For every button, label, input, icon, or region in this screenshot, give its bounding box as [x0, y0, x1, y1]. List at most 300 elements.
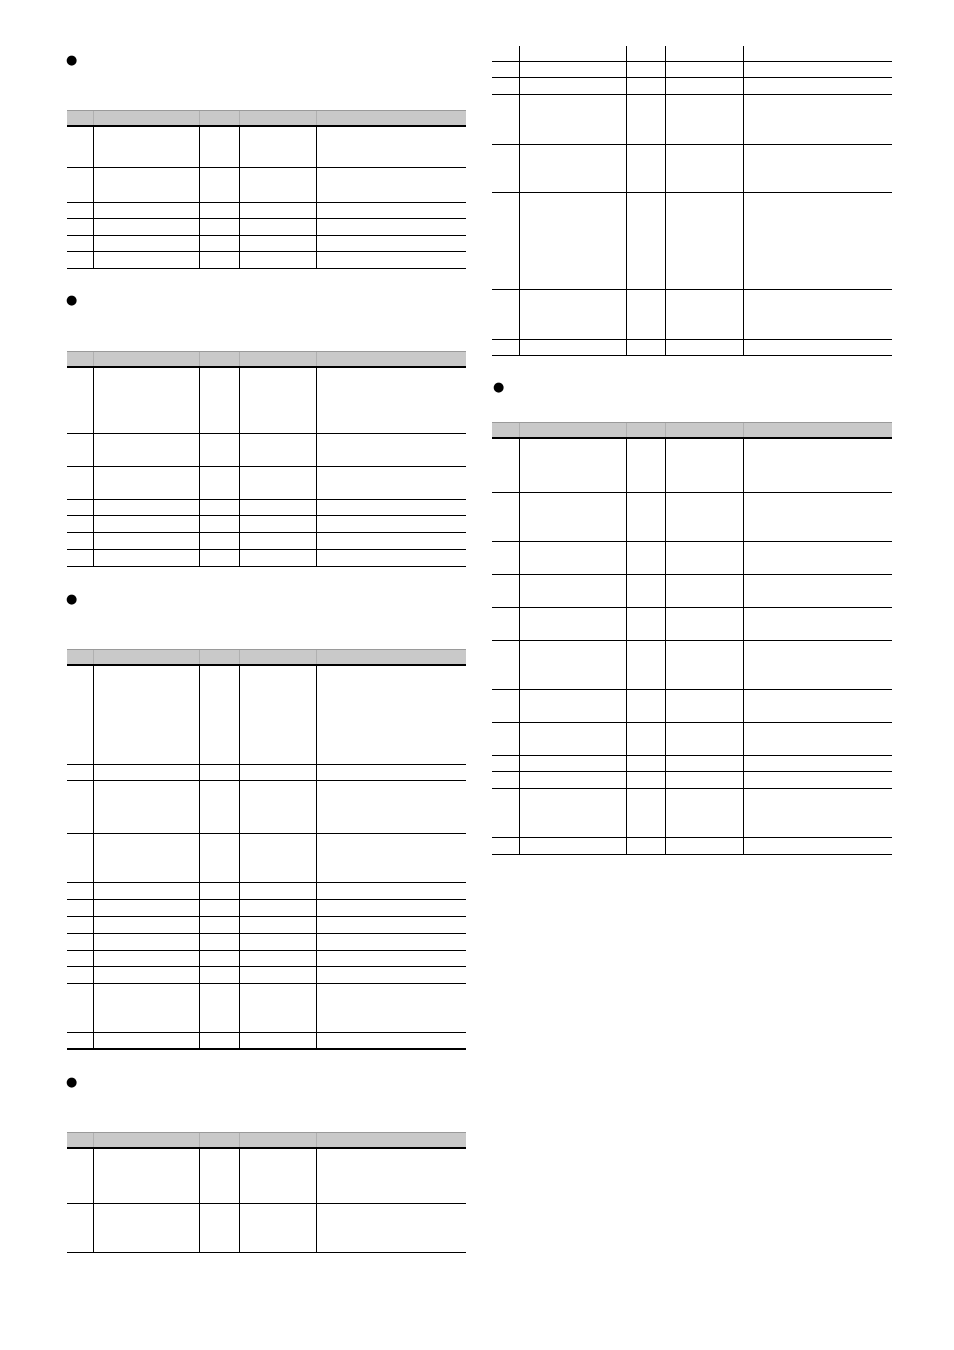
table-cell	[492, 789, 519, 837]
table-cell	[67, 934, 93, 950]
table-cell	[665, 95, 743, 144]
table-row	[67, 500, 466, 516]
table-cell	[519, 542, 626, 574]
table-cell	[199, 168, 239, 202]
table-cell	[93, 934, 199, 950]
table-cell	[199, 781, 239, 833]
table-cell	[239, 1149, 316, 1203]
table-cell	[93, 467, 199, 499]
table-cell	[519, 756, 626, 771]
table-cell	[743, 575, 892, 607]
table-cell	[743, 145, 892, 192]
table-cell	[316, 236, 466, 251]
table-row	[67, 1149, 466, 1204]
table-cell	[316, 219, 466, 235]
table-row	[492, 290, 892, 340]
table-cell	[519, 641, 626, 689]
table-row	[492, 641, 892, 690]
table-cell	[665, 78, 743, 94]
table-cell	[743, 493, 892, 541]
data-table	[67, 351, 466, 567]
table-cell	[93, 127, 199, 167]
table-row	[492, 723, 892, 756]
table-cell	[239, 434, 316, 466]
table-cell	[199, 765, 239, 780]
table-cell	[239, 550, 316, 566]
table-cell	[93, 666, 199, 764]
table-row	[67, 1204, 466, 1253]
table-cell	[67, 883, 93, 899]
table-cell	[316, 765, 466, 780]
table-cell	[316, 883, 466, 899]
table-cell	[239, 951, 316, 966]
table-header-cell	[199, 1133, 239, 1147]
table-cell	[199, 236, 239, 251]
table-cell	[743, 838, 892, 854]
table-row	[67, 236, 466, 252]
table-header-cell	[492, 423, 519, 437]
table-cell	[239, 500, 316, 515]
table-cell	[67, 984, 93, 1032]
table-header-cell	[199, 352, 239, 366]
table-cell	[665, 641, 743, 689]
table-cell	[67, 917, 93, 933]
table-header-cell	[239, 1133, 316, 1147]
table-row	[492, 838, 892, 855]
table-cell	[626, 62, 665, 77]
table-cell	[626, 789, 665, 837]
table-cell	[199, 666, 239, 764]
table-cell	[67, 550, 93, 566]
table-cell	[519, 493, 626, 541]
table-cell	[239, 917, 316, 933]
table-cell	[67, 765, 93, 780]
table-cell	[626, 95, 665, 144]
table-cell	[492, 838, 519, 854]
table-cell	[492, 756, 519, 771]
table-cell	[743, 62, 892, 77]
table-cell	[665, 772, 743, 788]
table-cell	[93, 1149, 199, 1203]
table-cell	[67, 219, 93, 235]
table-row	[492, 62, 892, 78]
section-bullet: ●	[66, 293, 78, 308]
table-row	[492, 756, 892, 772]
table-header-cell	[743, 423, 892, 437]
table-cell	[665, 838, 743, 854]
table-cell	[519, 439, 626, 492]
table-row	[492, 789, 892, 838]
table-cell	[93, 984, 199, 1032]
table-cell	[316, 1033, 466, 1048]
table-row	[67, 467, 466, 500]
table-cell	[626, 723, 665, 755]
table-cell	[626, 542, 665, 574]
table-cell	[626, 641, 665, 689]
table-cell	[743, 78, 892, 94]
table-row	[67, 666, 466, 765]
table-cell	[519, 789, 626, 837]
table-cell	[67, 1204, 93, 1252]
table-cell	[492, 542, 519, 574]
table-cell	[492, 78, 519, 94]
table-cell	[316, 917, 466, 933]
table-header-row	[67, 649, 466, 666]
table-cell	[316, 951, 466, 966]
table-cell	[316, 500, 466, 515]
table-cell	[743, 290, 892, 339]
table-cell	[519, 723, 626, 755]
table-cell	[492, 340, 519, 355]
table-cell	[239, 984, 316, 1032]
table-cell	[93, 168, 199, 202]
table-cell	[626, 439, 665, 492]
table-cell	[67, 236, 93, 251]
table-cell	[316, 900, 466, 916]
table-row	[492, 493, 892, 542]
table-cell	[199, 516, 239, 532]
table-cell	[743, 723, 892, 755]
table-cell	[239, 236, 316, 251]
table-cell	[67, 1033, 93, 1048]
section-bullet: ●	[493, 380, 505, 395]
table-cell	[626, 838, 665, 854]
table-cell	[239, 781, 316, 833]
table-row	[67, 434, 466, 467]
table-header-cell	[67, 1133, 93, 1147]
table-cell	[93, 236, 199, 251]
data-table	[492, 46, 892, 356]
table-row	[492, 340, 892, 356]
table-header-cell	[199, 111, 239, 125]
table-header-cell	[316, 650, 466, 664]
table-cell	[743, 193, 892, 289]
table-row	[67, 252, 466, 269]
table-row	[492, 78, 892, 95]
table-cell	[67, 516, 93, 532]
table-cell	[665, 493, 743, 541]
table-cell	[316, 834, 466, 882]
table-cell	[665, 542, 743, 574]
table-cell	[519, 95, 626, 144]
table-cell	[665, 46, 743, 61]
table-cell	[665, 145, 743, 192]
section-bullet: ●	[66, 1075, 78, 1090]
table-cell	[67, 368, 93, 433]
table-cell	[492, 193, 519, 289]
table-cell	[199, 467, 239, 499]
table-header-cell	[93, 352, 199, 366]
table-cell	[239, 203, 316, 218]
table-cell	[519, 46, 626, 61]
table-cell	[743, 95, 892, 144]
table-header-cell	[67, 650, 93, 664]
table-cell	[239, 1033, 316, 1048]
table-cell	[199, 951, 239, 966]
table-cell	[316, 516, 466, 532]
table-cell	[239, 252, 316, 268]
table-cell	[67, 951, 93, 966]
table-cell	[665, 439, 743, 492]
table-cell	[199, 834, 239, 882]
section-bullet: ●	[66, 53, 78, 68]
table-cell	[239, 368, 316, 433]
table-row	[492, 772, 892, 789]
table-cell	[743, 340, 892, 355]
table-cell	[626, 290, 665, 339]
table-cell	[519, 62, 626, 77]
table-cell	[316, 967, 466, 983]
table-cell	[492, 772, 519, 788]
table-cell	[239, 127, 316, 167]
table-cell	[239, 883, 316, 899]
table-header-cell	[93, 650, 199, 664]
data-table	[67, 649, 466, 1050]
table-cell	[239, 934, 316, 950]
table-cell	[239, 219, 316, 235]
table-cell	[93, 434, 199, 466]
table-row	[67, 368, 466, 434]
table-row	[67, 934, 466, 951]
table-cell	[519, 575, 626, 607]
table-cell	[626, 145, 665, 192]
table-cell	[67, 252, 93, 268]
table-row	[67, 834, 466, 883]
table-cell	[492, 290, 519, 339]
data-table	[492, 422, 892, 855]
table-cell	[316, 127, 466, 167]
table-row	[492, 95, 892, 145]
table-cell	[93, 951, 199, 966]
table-cell	[199, 967, 239, 983]
table-cell	[626, 690, 665, 722]
table-cell	[316, 434, 466, 466]
table-header-cell	[199, 650, 239, 664]
table-cell	[626, 193, 665, 289]
table-cell	[626, 772, 665, 788]
table-cell	[519, 838, 626, 854]
table-cell	[93, 203, 199, 218]
table-cell	[239, 533, 316, 549]
table-cell	[67, 1149, 93, 1203]
table-cell	[316, 533, 466, 549]
table-row	[492, 193, 892, 290]
table-cell	[199, 900, 239, 916]
table-cell	[239, 168, 316, 202]
table-row	[492, 145, 892, 193]
table-cell	[67, 168, 93, 202]
table-cell	[316, 666, 466, 764]
table-cell	[665, 62, 743, 77]
table-cell	[199, 550, 239, 566]
table-cell	[519, 145, 626, 192]
table-cell	[492, 439, 519, 492]
table-cell	[626, 493, 665, 541]
table-cell	[67, 434, 93, 466]
table-cell	[316, 203, 466, 218]
table-row	[492, 690, 892, 723]
table-cell	[199, 203, 239, 218]
section-bullet: ●	[66, 592, 78, 607]
table-cell	[626, 575, 665, 607]
table-cell	[665, 756, 743, 771]
table-cell	[199, 883, 239, 899]
table-row	[492, 575, 892, 608]
table-cell	[239, 765, 316, 780]
table-cell	[67, 967, 93, 983]
table-cell	[93, 368, 199, 433]
table-cell	[67, 666, 93, 764]
table-cell	[67, 467, 93, 499]
table-cell	[492, 575, 519, 607]
table-cell	[492, 493, 519, 541]
table-cell	[199, 917, 239, 933]
table-cell	[239, 467, 316, 499]
table-cell	[316, 934, 466, 950]
table-row	[67, 917, 466, 934]
table-cell	[743, 641, 892, 689]
table-header-cell	[626, 423, 665, 437]
table-cell	[743, 789, 892, 837]
table-header-cell	[316, 352, 466, 366]
table-header-cell	[239, 111, 316, 125]
table-cell	[93, 781, 199, 833]
table-cell	[519, 690, 626, 722]
table-cell	[199, 533, 239, 549]
table-cell	[743, 542, 892, 574]
table-cell	[743, 46, 892, 61]
table-cell	[316, 252, 466, 268]
table-cell	[743, 439, 892, 492]
table-header-cell	[239, 650, 316, 664]
table-cell	[665, 690, 743, 722]
table-cell	[199, 368, 239, 433]
table-header-cell	[93, 111, 199, 125]
table-cell	[626, 340, 665, 355]
table-cell	[93, 252, 199, 268]
table-cell	[93, 1033, 199, 1048]
table-cell	[199, 1033, 239, 1048]
table-cell	[316, 1149, 466, 1203]
table-cell	[67, 127, 93, 167]
table-cell	[199, 1204, 239, 1252]
table-cell	[199, 434, 239, 466]
table-cell	[93, 883, 199, 899]
table-cell	[93, 834, 199, 882]
table-header-row	[67, 1132, 466, 1149]
table-cell	[665, 575, 743, 607]
table-cell	[93, 219, 199, 235]
table-row	[67, 1033, 466, 1050]
table-cell	[239, 834, 316, 882]
table-cell	[316, 550, 466, 566]
table-row	[67, 883, 466, 900]
table-cell	[93, 533, 199, 549]
table-row	[67, 533, 466, 550]
table-row	[67, 127, 466, 168]
table-cell	[626, 46, 665, 61]
table-cell	[519, 78, 626, 94]
table-cell	[93, 765, 199, 780]
table-cell	[93, 500, 199, 515]
table-cell	[519, 772, 626, 788]
table-cell	[665, 340, 743, 355]
table-header-cell	[665, 423, 743, 437]
table-row	[492, 46, 892, 62]
table-cell	[316, 781, 466, 833]
table-cell	[492, 608, 519, 640]
table-cell	[743, 756, 892, 771]
table-cell	[492, 95, 519, 144]
table-row	[67, 219, 466, 236]
table-row	[67, 967, 466, 984]
table-row	[67, 203, 466, 219]
table-cell	[743, 690, 892, 722]
table-cell	[199, 252, 239, 268]
table-cell	[239, 666, 316, 764]
table-cell	[316, 368, 466, 433]
table-cell	[492, 641, 519, 689]
table-row	[67, 168, 466, 203]
table-cell	[665, 193, 743, 289]
table-cell	[67, 500, 93, 515]
table-row	[67, 550, 466, 567]
table-row	[492, 542, 892, 575]
table-cell	[199, 500, 239, 515]
table-row	[492, 608, 892, 641]
table-cell	[519, 290, 626, 339]
table-cell	[492, 62, 519, 77]
table-cell	[316, 984, 466, 1032]
table-cell	[93, 917, 199, 933]
table-cell	[239, 1204, 316, 1252]
table-row	[492, 439, 892, 493]
table-cell	[665, 789, 743, 837]
table-header-row	[67, 110, 466, 127]
table-header-cell	[316, 111, 466, 125]
table-row	[67, 900, 466, 917]
table-cell	[743, 608, 892, 640]
table-cell	[67, 203, 93, 218]
table-header-cell	[67, 111, 93, 125]
data-table	[67, 1132, 466, 1253]
table-cell	[665, 290, 743, 339]
table-cell	[93, 550, 199, 566]
table-cell	[67, 900, 93, 916]
table-header-cell	[519, 423, 626, 437]
table-cell	[239, 900, 316, 916]
table-cell	[492, 46, 519, 61]
table-cell	[519, 193, 626, 289]
table-header-cell	[316, 1133, 466, 1147]
table-row	[67, 765, 466, 781]
table-cell	[199, 127, 239, 167]
table-cell	[519, 340, 626, 355]
table-cell	[316, 467, 466, 499]
table-cell	[67, 781, 93, 833]
table-cell	[67, 533, 93, 549]
table-cell	[316, 168, 466, 202]
table-cell	[316, 1204, 466, 1252]
table-cell	[67, 834, 93, 882]
table-cell	[626, 608, 665, 640]
table-header-cell	[67, 352, 93, 366]
table-cell	[492, 145, 519, 192]
table-header-row	[492, 422, 892, 439]
table-row	[67, 516, 466, 533]
table-row	[67, 984, 466, 1033]
table-cell	[93, 967, 199, 983]
